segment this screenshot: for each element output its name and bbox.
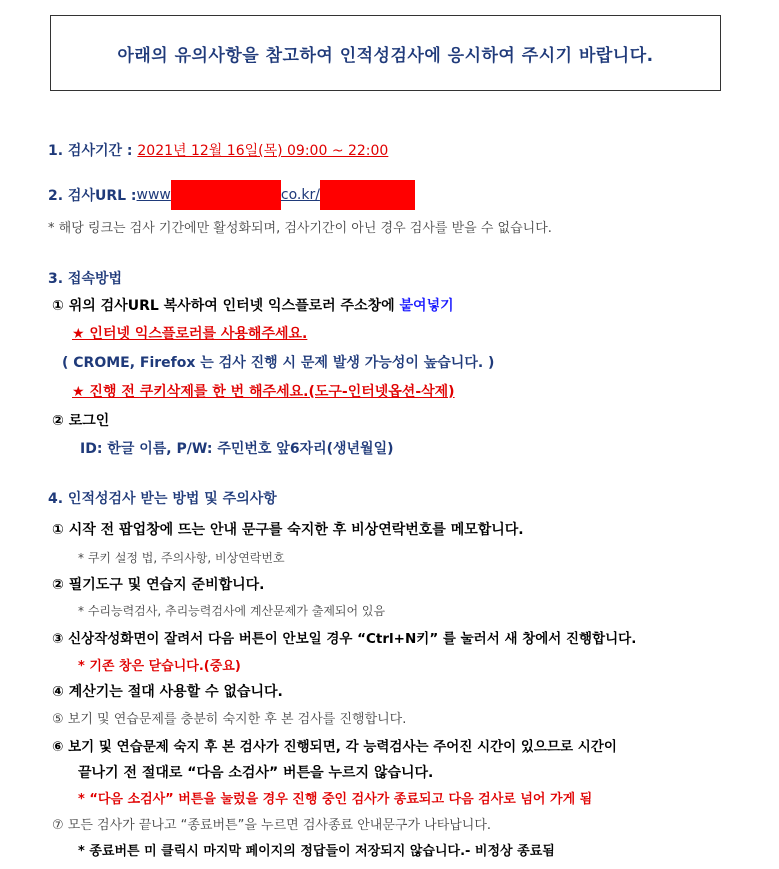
step-2-note: * 수리능력검사, 추리능력검사에 계산문제가 출제되어 있음 [78, 604, 386, 618]
redacted-block [320, 180, 415, 210]
login-info: ID: 한글 이름, P/W: 주민번호 앞6자리(생년월일) [80, 441, 394, 457]
step-2: ② 필기도구 및 연습지 준비합니다. [52, 577, 265, 593]
exam-period [48, 140, 388, 160]
step-3: ③ 신상작성화면이 잘려서 다음 버튼이 안보일 경우 “Ctrl+N키” 를 눌러서 새 창에서 진행합니다. [52, 631, 637, 647]
step-7-note: * 종료버튼 미 클릭시 마지막 페이지의 정답들이 저장되지 않습니다.- 비정상 종료됨 [78, 844, 555, 859]
step-4: ④ 계산기는 절대 사용할 수 없습니다. [52, 684, 283, 700]
step-6-line1: ⑥ 보기 및 연습문제 숙지 후 본 검사가 진행되면, 각 능력검사는 주어진 시간이 있으므로 시간이 [52, 739, 617, 755]
step-1: ① 시작 전 팝업창에 뜨는 안내 문구를 숙지한 후 비상연락번호를 메모합니다. [52, 522, 524, 538]
exam-url-label: 2. 검사URL : [48, 188, 137, 204]
exam-period-value: 2021년 12월 16일(목) 09:00 ~ 22:00 [137, 143, 389, 159]
section4-title: 4. 인적성검사 받는 방법 및 주의사항 [48, 491, 277, 507]
access-step-1-text: ① 위의 검사URL 복사하여 인터넷 익스플로러 주소창에 [52, 298, 400, 314]
step-7: ⑦ 모든 검사가 끝나고 “종료버튼”을 누르면 검사종료 안내문구가 나타납니다. [52, 818, 492, 833]
exam-url [48, 180, 415, 210]
access-step-2: ② 로그인 [52, 413, 110, 429]
exam-url-prefix[interactable]: www [136, 187, 171, 203]
paste-highlight: 붙여넣기 [399, 298, 454, 314]
browser-warning: ( CROME, Firefox 는 검사 진행 시 문제 발생 가능성이 높습니다. ) [62, 355, 495, 371]
cookie-warning: ★ 진행 전 쿠키삭제를 한 번 해주세요.(도구-인터넷옵션-삭제) [72, 384, 455, 400]
exam-period-label: 1. 검사기간 : [48, 143, 138, 159]
step-3-note: * 기존 창은 닫습니다.(중요) [78, 659, 241, 674]
redacted-block [171, 180, 281, 210]
banner-text: 아래의 유의사항을 참고하여 인적성검사에 응시하여 주시기 바랍니다. [117, 45, 654, 66]
access-step-1 [52, 295, 454, 315]
step-5: ⑤ 보기 및 연습문제를 충분히 숙지한 후 본 검사를 진행합니다. [52, 712, 407, 727]
step-1-note: * 쿠키 설정 법, 주의사항, 비상연락번호 [78, 551, 285, 565]
step-6-line2: 끝나기 전 절대로 “다음 소검사” 버튼을 누르지 않습니다. [78, 765, 434, 781]
step-6-note: * “다음 소검사” 버튼을 눌렀을 경우 진행 중인 검사가 종료되고 다음 검사로 넘어 가게 됨 [78, 792, 593, 807]
section3-title: 3. 접속방법 [48, 271, 123, 287]
url-note: * 해당 링크는 검사 기간에만 활성화되며, 검사기간이 아닌 경우 검사를 받을 수 없습니다. [48, 221, 552, 236]
ie-warning: ★ 인터넷 익스플로러를 사용해주세요. [72, 326, 308, 342]
notice-banner [50, 15, 721, 91]
exam-url-mid[interactable]: co.kr/ [280, 187, 320, 203]
